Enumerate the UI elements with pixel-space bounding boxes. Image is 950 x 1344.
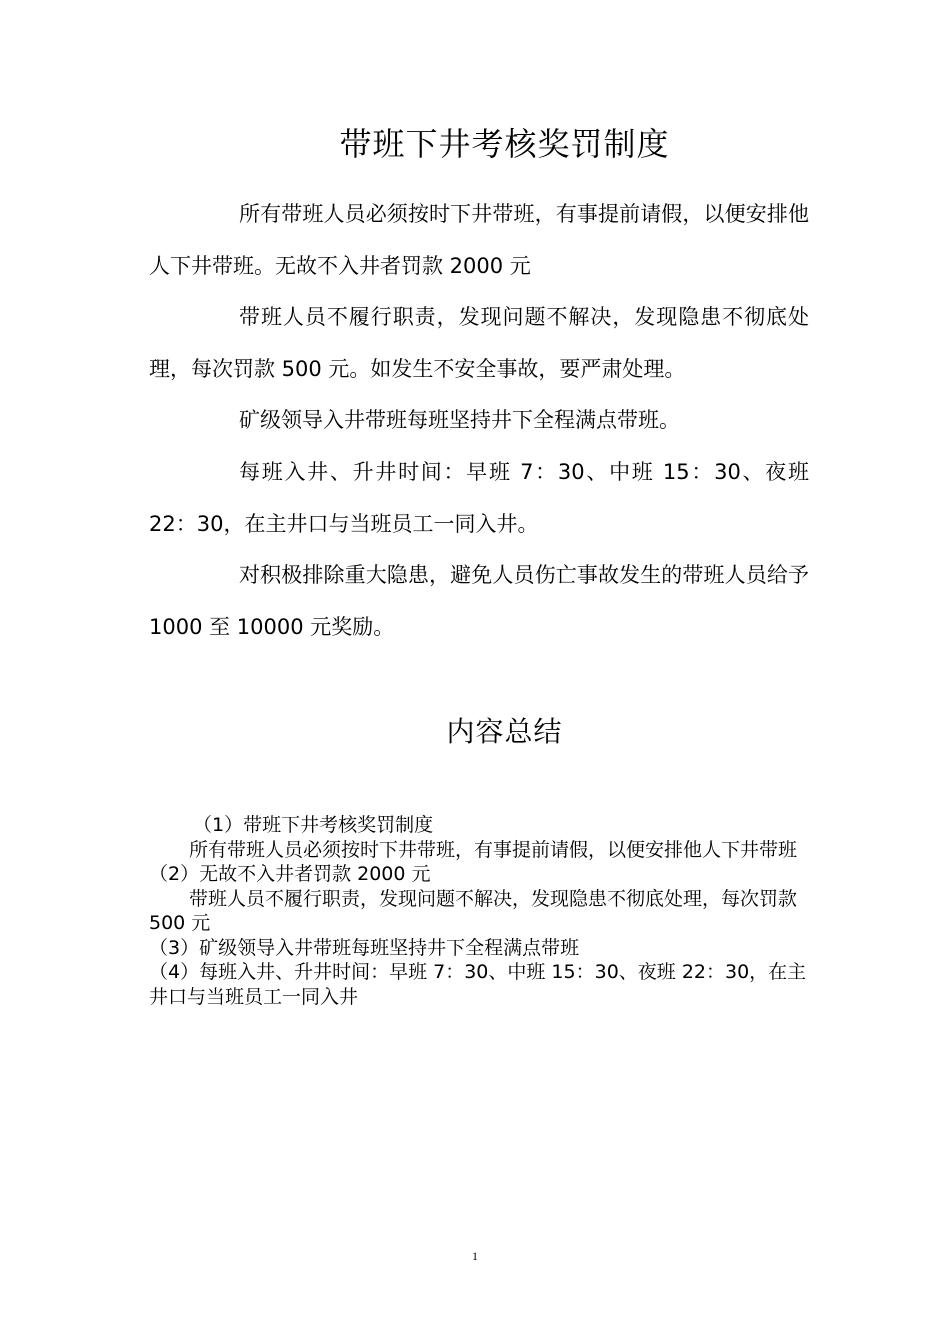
summary-list [149, 813, 809, 1009]
paragraph-leader-shift: 矿级领导入井带班每班坚持井下全程满点带班。 [239, 408, 680, 433]
paragraph-duty-penalty: 带班人员不履行职责，发现问题不解决，发现隐患不彻底处理，每次罚款 500 元。如发生不安全事故，要严肃处理。 [149, 305, 809, 381]
summary-title: 内容总结 [446, 715, 563, 748]
paragraph-shift-times: 每班入井、升井时间：早班 7：30、中班 15：30、夜班 22：30，在主井口与当班员工一同入井。 [149, 459, 809, 536]
paragraph-reward: 对积极排除重大隐患，避免人员伤亡事故发生的带班人员给予 1000 至 10000 元奖励。 [149, 563, 809, 639]
summary-item: 带班人员不履行职责，发现问题不解决，发现隐患不彻底处理，每次罚款 500 元 [149, 887, 798, 934]
summary-item: （3）矿级领导入井带班每班坚持井下全程满点带班 [149, 936, 580, 959]
summary-item: （2）无故不入井者罚款 2000 元 [149, 863, 431, 885]
document-title: 带班下井考核奖罚制度 [339, 125, 670, 163]
summary-item: （4）每班入井、升井时间：早班 7：30、中班 15：30、夜班 22：30，在主井口与当班员工一同入井 [149, 961, 807, 1008]
page-number: 1 [472, 1249, 478, 1263]
paragraph-attendance: 所有带班人员必须按时下井带班，有事提前请假，以便安排他人下井带班。无故不入井者罚款 2000 元 [149, 202, 809, 278]
summary-item: （1）带班下井考核奖罚制度 [193, 814, 434, 836]
document-body [149, 189, 809, 653]
summary-item: 所有带班人员必须按时下井带班，有事提前请假，以便安排他人下井带班 [189, 838, 798, 861]
